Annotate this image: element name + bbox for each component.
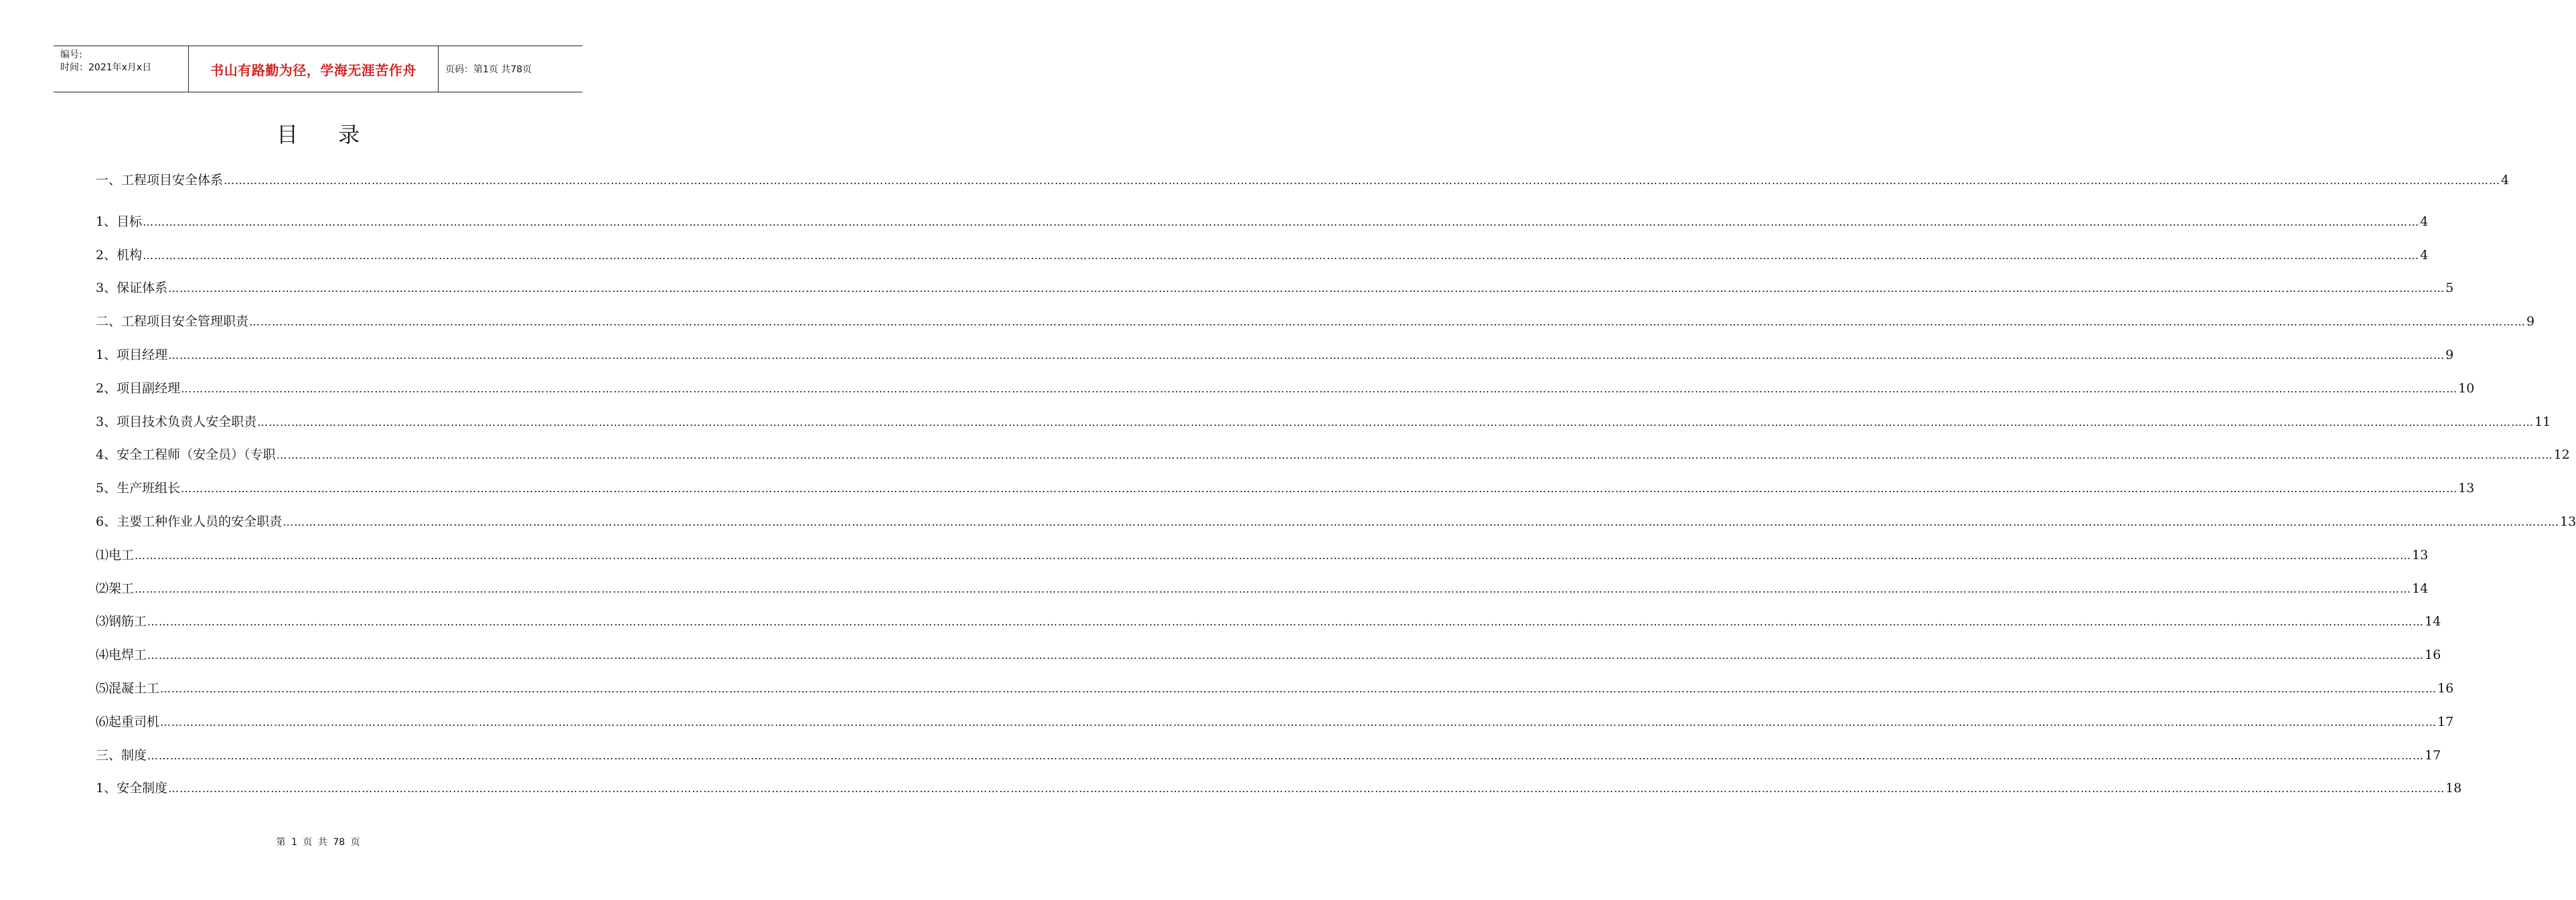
toc-entry[interactable]	[96, 545, 2429, 563]
toc-entry-page: 4	[2501, 173, 2510, 188]
page-header	[54, 46, 583, 92]
toc-entry[interactable]	[96, 512, 2576, 530]
toc-entry-page: 14	[2425, 614, 2441, 629]
toc-entry-label: ⑸混凝土工	[96, 681, 160, 696]
toc-leader-dots: ……………………………………………………………………………………………………………………………………………………………………………………………………………………………………………………………………………………………………………………………………………………………………………………………………………………………………………………………………………………………………………………………………………………	[276, 449, 2553, 461]
toc-entry-page: 18	[2445, 781, 2462, 796]
toc-entry[interactable]	[96, 678, 2454, 696]
toc-entry[interactable]	[96, 645, 2441, 663]
toc-entry-label: ⑷电焊工	[96, 648, 147, 662]
toc-entry-page: 16	[2437, 681, 2454, 696]
toc-entry-label: ⑵架工	[96, 581, 135, 596]
toc-entry-page: 11	[2534, 415, 2551, 429]
toc-entry[interactable]	[96, 611, 2441, 629]
toc-entry-label: ⑶钢筋工	[96, 614, 147, 629]
toc-leader-dots: ……………………………………………………………………………………………………………………………………………………………………………………………………………………………………………………………………………………………………………………………………………………………………………………………………………………………………………………………………………………………………………………………………………………	[168, 282, 2445, 295]
toc-entry-page: 10	[2458, 381, 2475, 396]
header-meta	[54, 46, 189, 92]
toc-leader-dots: ……………………………………………………………………………………………………………………………………………………………………………………………………………………………………………………………………………………………………………………………………………………………………………………………………………………………………………………………………………………………………………………………………………………	[135, 549, 2412, 562]
toc-entry-label: 2、项目副经理	[96, 381, 181, 396]
toc-leader-dots: ……………………………………………………………………………………………………………………………………………………………………………………………………………………………………………………………………………………………………………………………………………………………………………………………………………………………………………………………………………………………………………………………………………………	[147, 615, 2425, 628]
toc-entry-page: 4	[2420, 248, 2429, 262]
toc-entry-page: 9	[2445, 348, 2454, 362]
toc-leader-dots: ……………………………………………………………………………………………………………………………………………………………………………………………………………………………………………………………………………………………………………………………………………………………………………………………………………………………………………………………………………………………………………………………………………………	[249, 315, 2526, 328]
toc-entry-page: 17	[2437, 715, 2454, 729]
toc-leader-dots: ……………………………………………………………………………………………………………………………………………………………………………………………………………………………………………………………………………………………………………………………………………………………………………………………………………………………………………………………………………………………………………………………………………………	[147, 749, 2425, 762]
toc-entry[interactable]	[96, 278, 2454, 296]
toc-leader-dots: ……………………………………………………………………………………………………………………………………………………………………………………………………………………………………………………………………………………………………………………………………………………………………………………………………………………………………………………………………………………………………………………………………………………	[257, 416, 2534, 429]
toc-entry-label: 1、项目经理	[96, 348, 168, 362]
toc-entry-label: 4、安全工程师（安全员）（专职	[96, 447, 276, 462]
toc-leader-dots: ……………………………………………………………………………………………………………………………………………………………………………………………………………………………………………………………………………………………………………………………………………………………………………………………………………………………………………………………………………………………………………………………………………………	[160, 716, 2437, 729]
toc-leader-dots: ……………………………………………………………………………………………………………………………………………………………………………………………………………………………………………………………………………………………………………………………………………………………………………………………………………………………………………………………………………………………………………………………………………………	[143, 249, 2420, 262]
toc-entry[interactable]	[96, 579, 2429, 597]
toc-entry-label: 1、安全制度	[96, 781, 168, 796]
page-footer: 第 1 页 共 78 页	[276, 837, 360, 848]
toc-leader-dots: ……………………………………………………………………………………………………………………………………………………………………………………………………………………………………………………………………………………………………………………………………………………………………………………………………………………………………………………………………………………………………………………………………………………	[143, 216, 2420, 228]
toc-entry[interactable]	[96, 745, 2441, 763]
page-title: 目录	[276, 122, 400, 147]
toc-entry-label: 三、制度	[96, 748, 147, 763]
toc-entry-label: 3、项目技术负责人安全职责	[96, 415, 257, 429]
toc-entry-label: ⑴电工	[96, 548, 135, 562]
toc-entry[interactable]	[96, 170, 2510, 188]
toc-entry[interactable]	[96, 478, 2475, 496]
toc-leader-dots: ……………………………………………………………………………………………………………………………………………………………………………………………………………………………………………………………………………………………………………………………………………………………………………………………………………………………………………………………………………………………………………………………………………………	[224, 174, 2501, 187]
toc-entry[interactable]	[96, 345, 2454, 363]
header-motto: 书山有路勤为径，学海无涯苦作舟	[189, 46, 439, 92]
toc-entry-page: 5	[2445, 281, 2454, 295]
toc-entry-label: 二、工程项目安全管理职责	[96, 314, 249, 329]
toc-entry-page: 13	[2458, 481, 2475, 496]
toc-entry-label: 3、保证体系	[96, 281, 168, 295]
toc-leader-dots: ……………………………………………………………………………………………………………………………………………………………………………………………………………………………………………………………………………………………………………………………………………………………………………………………………………………………………………………………………………………………………………………………………………………	[181, 482, 2458, 495]
toc-entry[interactable]	[96, 212, 2429, 230]
toc-entry[interactable]	[96, 378, 2475, 396]
toc-entry-page: 12	[2553, 447, 2570, 462]
number-label: 编号:	[60, 50, 82, 60]
toc-entry-page: 14	[2412, 581, 2429, 596]
toc-entry-page: 16	[2425, 648, 2441, 662]
toc-leader-dots: ……………………………………………………………………………………………………………………………………………………………………………………………………………………………………………………………………………………………………………………………………………………………………………………………………………………………………………………………………………………………………………………………………………………	[147, 649, 2425, 662]
toc-entry[interactable]	[96, 778, 2462, 796]
toc-entry-page: 9	[2526, 314, 2535, 329]
toc-leader-dots: ……………………………………………………………………………………………………………………………………………………………………………………………………………………………………………………………………………………………………………………………………………………………………………………………………………………………………………………………………………………………………………………………………………………	[283, 516, 2560, 528]
toc-entry-page: 13	[2412, 548, 2429, 562]
toc-leader-dots: ……………………………………………………………………………………………………………………………………………………………………………………………………………………………………………………………………………………………………………………………………………………………………………………………………………………………………………………………………………………………………………………………………………………	[181, 382, 2458, 395]
toc-leader-dots: ……………………………………………………………………………………………………………………………………………………………………………………………………………………………………………………………………………………………………………………………………………………………………………………………………………………………………………………………………………………………………………………………………………………	[135, 583, 2412, 595]
toc-entry-label: 2、机构	[96, 248, 143, 262]
toc-entry[interactable]	[96, 311, 2535, 329]
toc-leader-dots: ……………………………………………………………………………………………………………………………………………………………………………………………………………………………………………………………………………………………………………………………………………………………………………………………………………………………………………………………………………………………………………………………………………………	[168, 782, 2445, 795]
toc-leader-dots: ……………………………………………………………………………………………………………………………………………………………………………………………………………………………………………………………………………………………………………………………………………………………………………………………………………………………………………………………………………………………………………………………………………………	[160, 682, 2437, 695]
header-page-info: 页码：第1页 共78页	[445, 64, 532, 75]
toc-entry-label: 一、工程项目安全体系	[96, 173, 224, 188]
time-label: 时间：2021年x月x日	[60, 62, 152, 73]
toc-leader-dots: ……………………………………………………………………………………………………………………………………………………………………………………………………………………………………………………………………………………………………………………………………………………………………………………………………………………………………………………………………………………………………………………………………………………	[168, 349, 2445, 362]
toc-entry-label: 1、目标	[96, 214, 143, 229]
toc-entry-page: 13	[2560, 514, 2576, 529]
toc-entry-label: 6、主要工种作业人员的安全职责	[96, 514, 283, 529]
toc-entry[interactable]	[96, 445, 2570, 463]
toc-entry-page: 4	[2420, 214, 2429, 229]
toc-entry[interactable]	[96, 712, 2454, 730]
toc-entry-label: 5、生产班组长	[96, 481, 181, 496]
toc-entry-label: ⑹起重司机	[96, 715, 160, 729]
toc-entry-page: 17	[2425, 748, 2441, 763]
toc-entry[interactable]	[96, 245, 2429, 263]
toc-entry[interactable]	[96, 412, 2551, 430]
